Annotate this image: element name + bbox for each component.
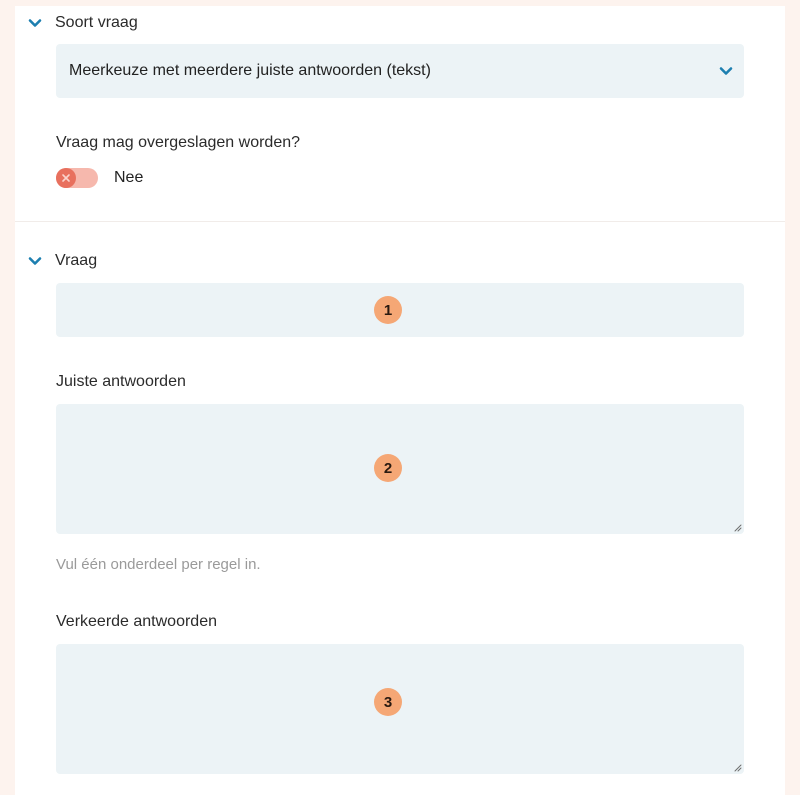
skip-question-label: Vraag mag overgeslagen worden? <box>56 134 301 151</box>
section-header-question-type[interactable] <box>27 13 138 33</box>
section-header-question[interactable] <box>27 251 97 271</box>
wrong-answers-textarea[interactable] <box>56 644 744 774</box>
section-title: Soort vraag <box>55 14 138 31</box>
question-editor-panel <box>15 6 785 795</box>
question-type-select[interactable] <box>56 44 744 98</box>
annotation-badge-3: 3 <box>374 688 402 716</box>
chevron-down-icon <box>27 15 43 31</box>
annotation-badge-1: 1 <box>374 296 402 324</box>
wrong-answers-label: Verkeerde antwoorden <box>56 613 217 630</box>
select-value: Meerkeuze met meerdere juiste antwoorden (tekst) <box>69 62 431 79</box>
resize-grip-icon[interactable] <box>732 522 742 532</box>
chevron-down-icon <box>27 253 43 269</box>
section-divider <box>15 221 785 222</box>
correct-answers-label: Juiste antwoorden <box>56 373 186 390</box>
close-icon <box>61 173 71 183</box>
resize-grip-icon[interactable] <box>732 762 742 772</box>
question-input[interactable] <box>56 283 744 337</box>
skip-question-toggle-row <box>56 168 143 188</box>
annotation-badge-2: 2 <box>374 454 402 482</box>
section-title: Vraag <box>55 252 98 269</box>
correct-answers-help: Vul één onderdeel per regel in. <box>56 556 261 573</box>
chevron-down-icon <box>718 63 734 79</box>
correct-answers-textarea[interactable] <box>56 404 744 534</box>
toggle-knob <box>56 168 76 188</box>
toggle-value-label: Nee <box>114 169 144 186</box>
skip-question-toggle[interactable] <box>56 168 98 188</box>
